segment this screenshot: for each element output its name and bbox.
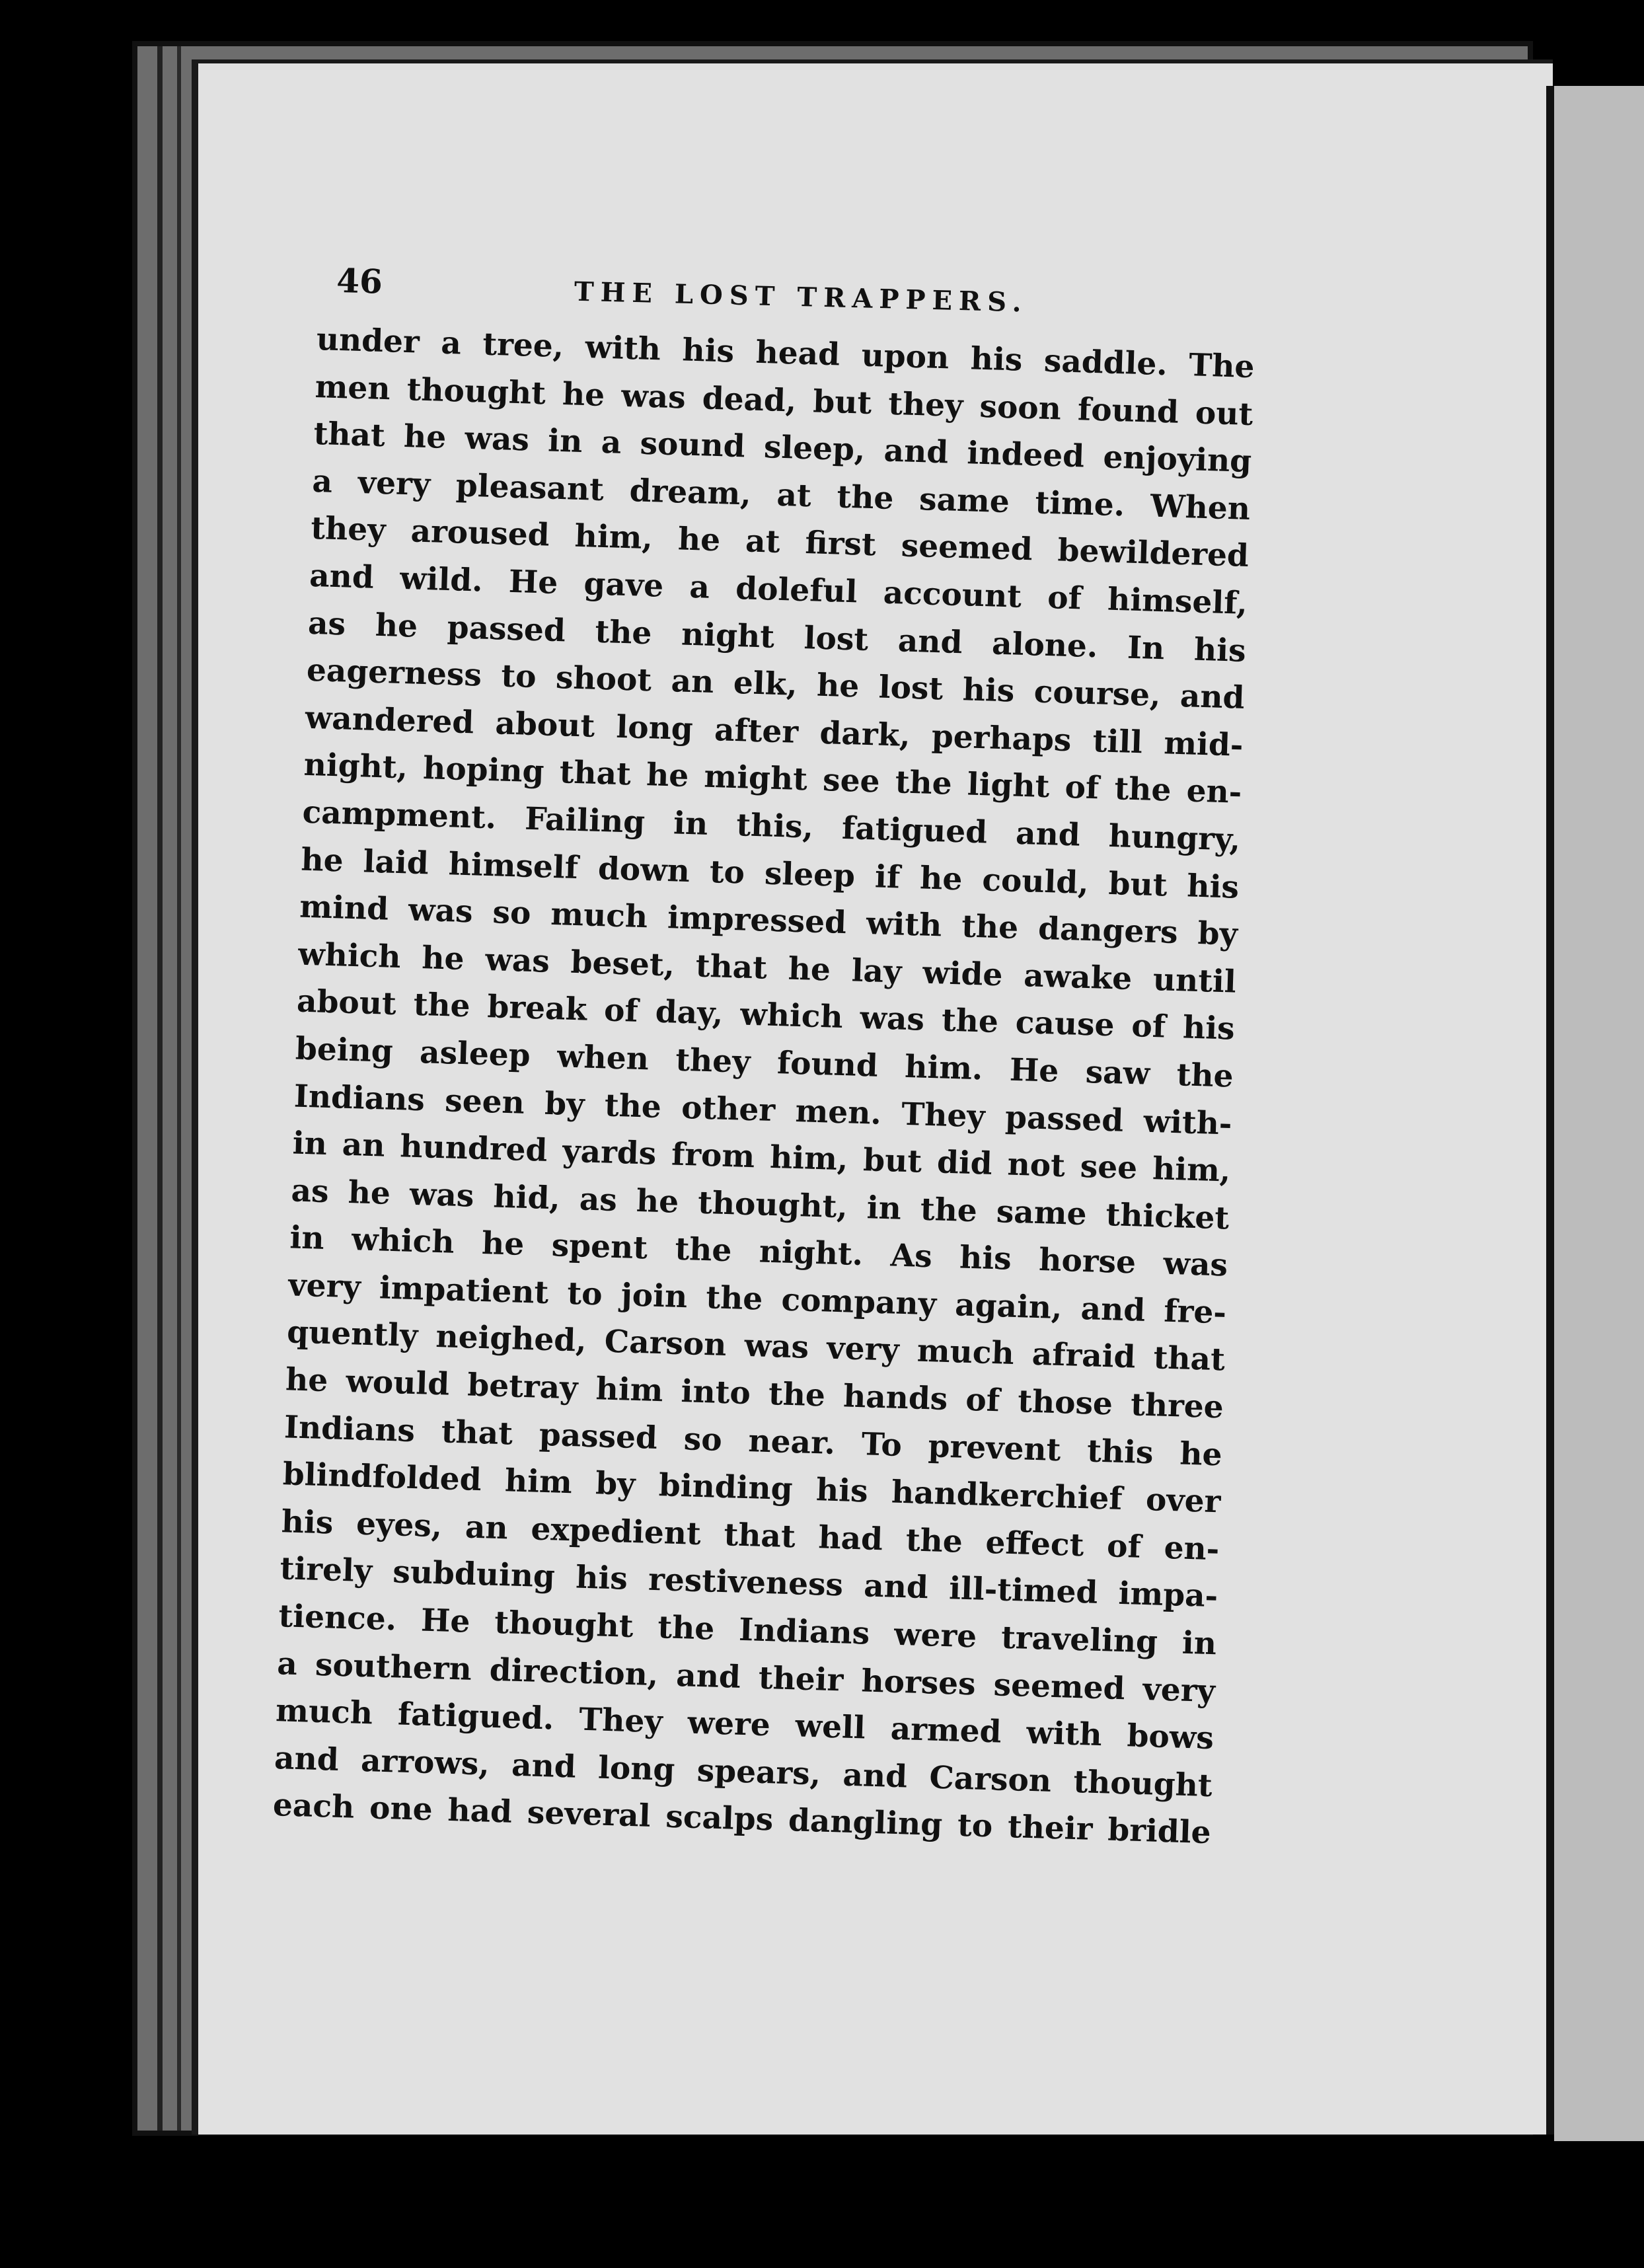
running-title: THE LOST TRAPPERS. [574, 276, 1029, 319]
text-line: and arrows, and long spears, and Carson thought [274, 1739, 1213, 1804]
text-line: in which he spent the night. As his horse was [289, 1219, 1228, 1284]
body-text [272, 316, 1255, 1857]
text-line: that he was in a sound sleep, and indeed enjoying [313, 416, 1252, 480]
text-line: as he was hid, as he thought, in the same thicket [290, 1172, 1230, 1237]
text-line: campment. Failing in this, fatigued and hungry, [301, 794, 1241, 858]
text-line: which he was beset, that he lay wide awake until [297, 936, 1237, 1001]
text-line: under a tree, with his head upon his saddle. The [316, 321, 1255, 386]
text-line: quently neighed, Carson was very much afraid that [286, 1314, 1226, 1379]
text-line: and wild. He gave a doleful account of himself, [309, 557, 1248, 622]
text-line: very impatient to join the company again, and fre- [287, 1267, 1227, 1332]
text-line: about the break of day, which was the cause of his [296, 983, 1236, 1047]
text-line: in an hundred yards from him, but did not see him, [292, 1125, 1232, 1190]
text-line: he would betray him into the hands of those three [285, 1361, 1224, 1426]
facing-page-edge [1554, 86, 1644, 2141]
page-number: 46 [336, 261, 383, 301]
text-line: his eyes, an expedient that had the effect of en- [281, 1503, 1220, 1568]
text-line: he laid himself down to sleep if he could, but his [300, 841, 1240, 906]
text-line: blindfolded him by binding his handkerchief over [282, 1456, 1222, 1521]
text-line: each one had several scalps dangling to their bridle [272, 1787, 1212, 1852]
text-line: Indians that passed so near. To prevent this he [283, 1408, 1223, 1474]
text-line: mind was so much impressed with the dangers by [299, 888, 1238, 953]
text-line: being asleep when they found him. He saw the [295, 1030, 1234, 1095]
text-line: night, hoping that he might see the light of the en- [303, 747, 1243, 812]
text-line: tirely subduing his restiveness and ill-timed impa- [279, 1550, 1218, 1615]
text-line: men thought he was dead, but they soon found out [315, 368, 1254, 433]
text-line: tience. He thought the Indians were traveling in [278, 1598, 1217, 1663]
book-gutter [1546, 86, 1554, 2135]
text-line: a southern direction, and their horses seemed very [276, 1645, 1216, 1710]
text-line: a very pleasant dream, at the same time. When [311, 463, 1251, 527]
text-line: they aroused him, he at first seemed bewildered [310, 510, 1250, 575]
text-line: wandered about long after dark, perhaps till mid- [305, 699, 1244, 764]
text-line: Indians seen by the other men. They passed with- [293, 1077, 1233, 1143]
text-line: eagerness to shoot an elk, he lost his course, and [306, 652, 1246, 717]
text-line: much fatigued. They were well armed with bows [275, 1692, 1214, 1757]
text-line: as he passed the night lost and alone. In his [307, 605, 1247, 669]
